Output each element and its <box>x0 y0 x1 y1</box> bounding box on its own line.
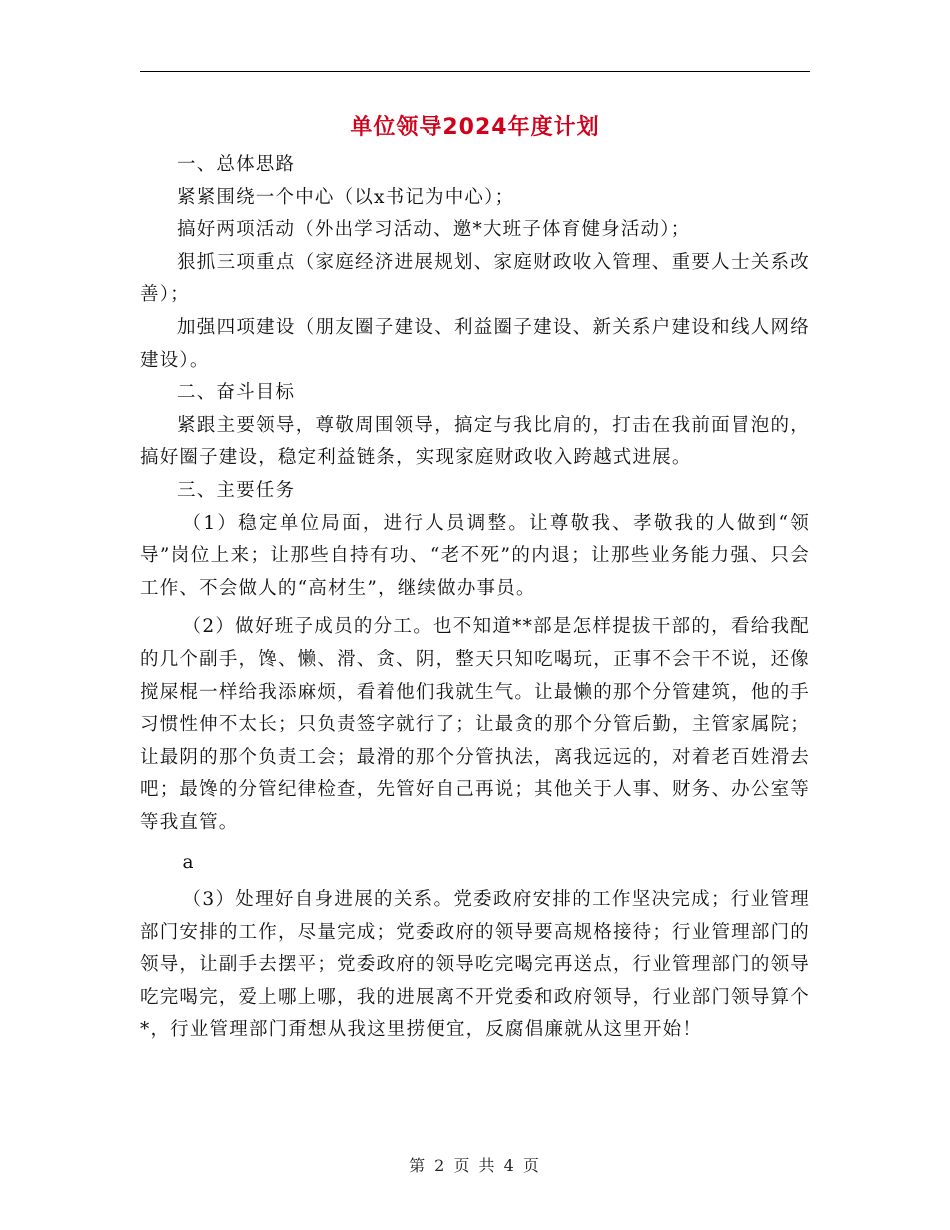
stray-character: a <box>182 852 195 874</box>
task-item-3: （3）处理好自身进展的关系。党委政府安排的工作坚决完成；行业管理部门安排的工作，尽量完成；党委政府的领导要高规格接待；行业管理部门的领导，让副手去摆平；党委政府的领导吃完喝完再送点，行业管理部门的领导吃完喝完，爱上哪上哪，我的进展离不开党委和政府领导，行业部门领导算个*，行业管理部门甭想从我这里捞便宜，反腐倡廉就从这里开始！ <box>140 889 810 1041</box>
section-heading-goals: 二、奋斗目标 <box>177 382 296 404</box>
paragraph: 紧紧围绕一个中心（以x书记为中心）； <box>177 186 515 208</box>
header-rule <box>140 71 810 72</box>
section-heading-overall-idea: 一、总体思路 <box>177 154 296 175</box>
paragraph: 狠抓三项重点（家庭经济进展规划、家庭财政收入管理、重要人士关系改善）； <box>140 251 810 306</box>
task-item-1: （1）稳定单位局面，进行人员调整。让尊敬我、孝敬我的人做到“领导”岗位上来；让那些自持有功、“老不死”的内退；让那些业务能力强、只会工作、不会做人的“高材生”，继续做办事员。 <box>140 512 810 599</box>
paragraph: 加强四项建设（朋友圈子建设、利益圈子建设、新关系户建设和线人网络建设）。 <box>140 316 810 371</box>
page-number-footer: 第 2 页 共 4 页 <box>409 1156 541 1175</box>
paragraph: 搞好两项活动（外出学习活动、邀*大班子体育健身活动）； <box>177 219 691 241</box>
task-item-2: （2）做好班子成员的分工。也不知道**部是怎样提拔干部的，看给我配的几个副手，馋、懒、滑、贪、阴，整天只知吃喝玩，正事不会干不说，还像搅屎棍一样给我添麻烦，看着他们我就生气。让最懒的那个分管建筑，他的手习惯性伸不太长；只负责签字就行了；让最贪的那个分管后勤，主管家属院；让最阴的那个负责工会；最滑的那个分管执法，离我远远的，对着老百姓滑去吧；最馋的分管纪律检查，先管好自己再说；其他关于人事、财务、办公室等等我直管。 <box>140 616 810 833</box>
section-heading-tasks: 三、主要任务 <box>177 479 296 501</box>
document-title: 单位领导2024年度计划 <box>350 115 600 140</box>
paragraph: 紧跟主要领导，尊敬周围领导，搞定与我比肩的，打击在我前面冒泡的，搞好圈子建设，稳定利益链条，实现家庭财政收入跨越式进展。 <box>140 414 810 469</box>
document-body <box>140 149 810 1047</box>
